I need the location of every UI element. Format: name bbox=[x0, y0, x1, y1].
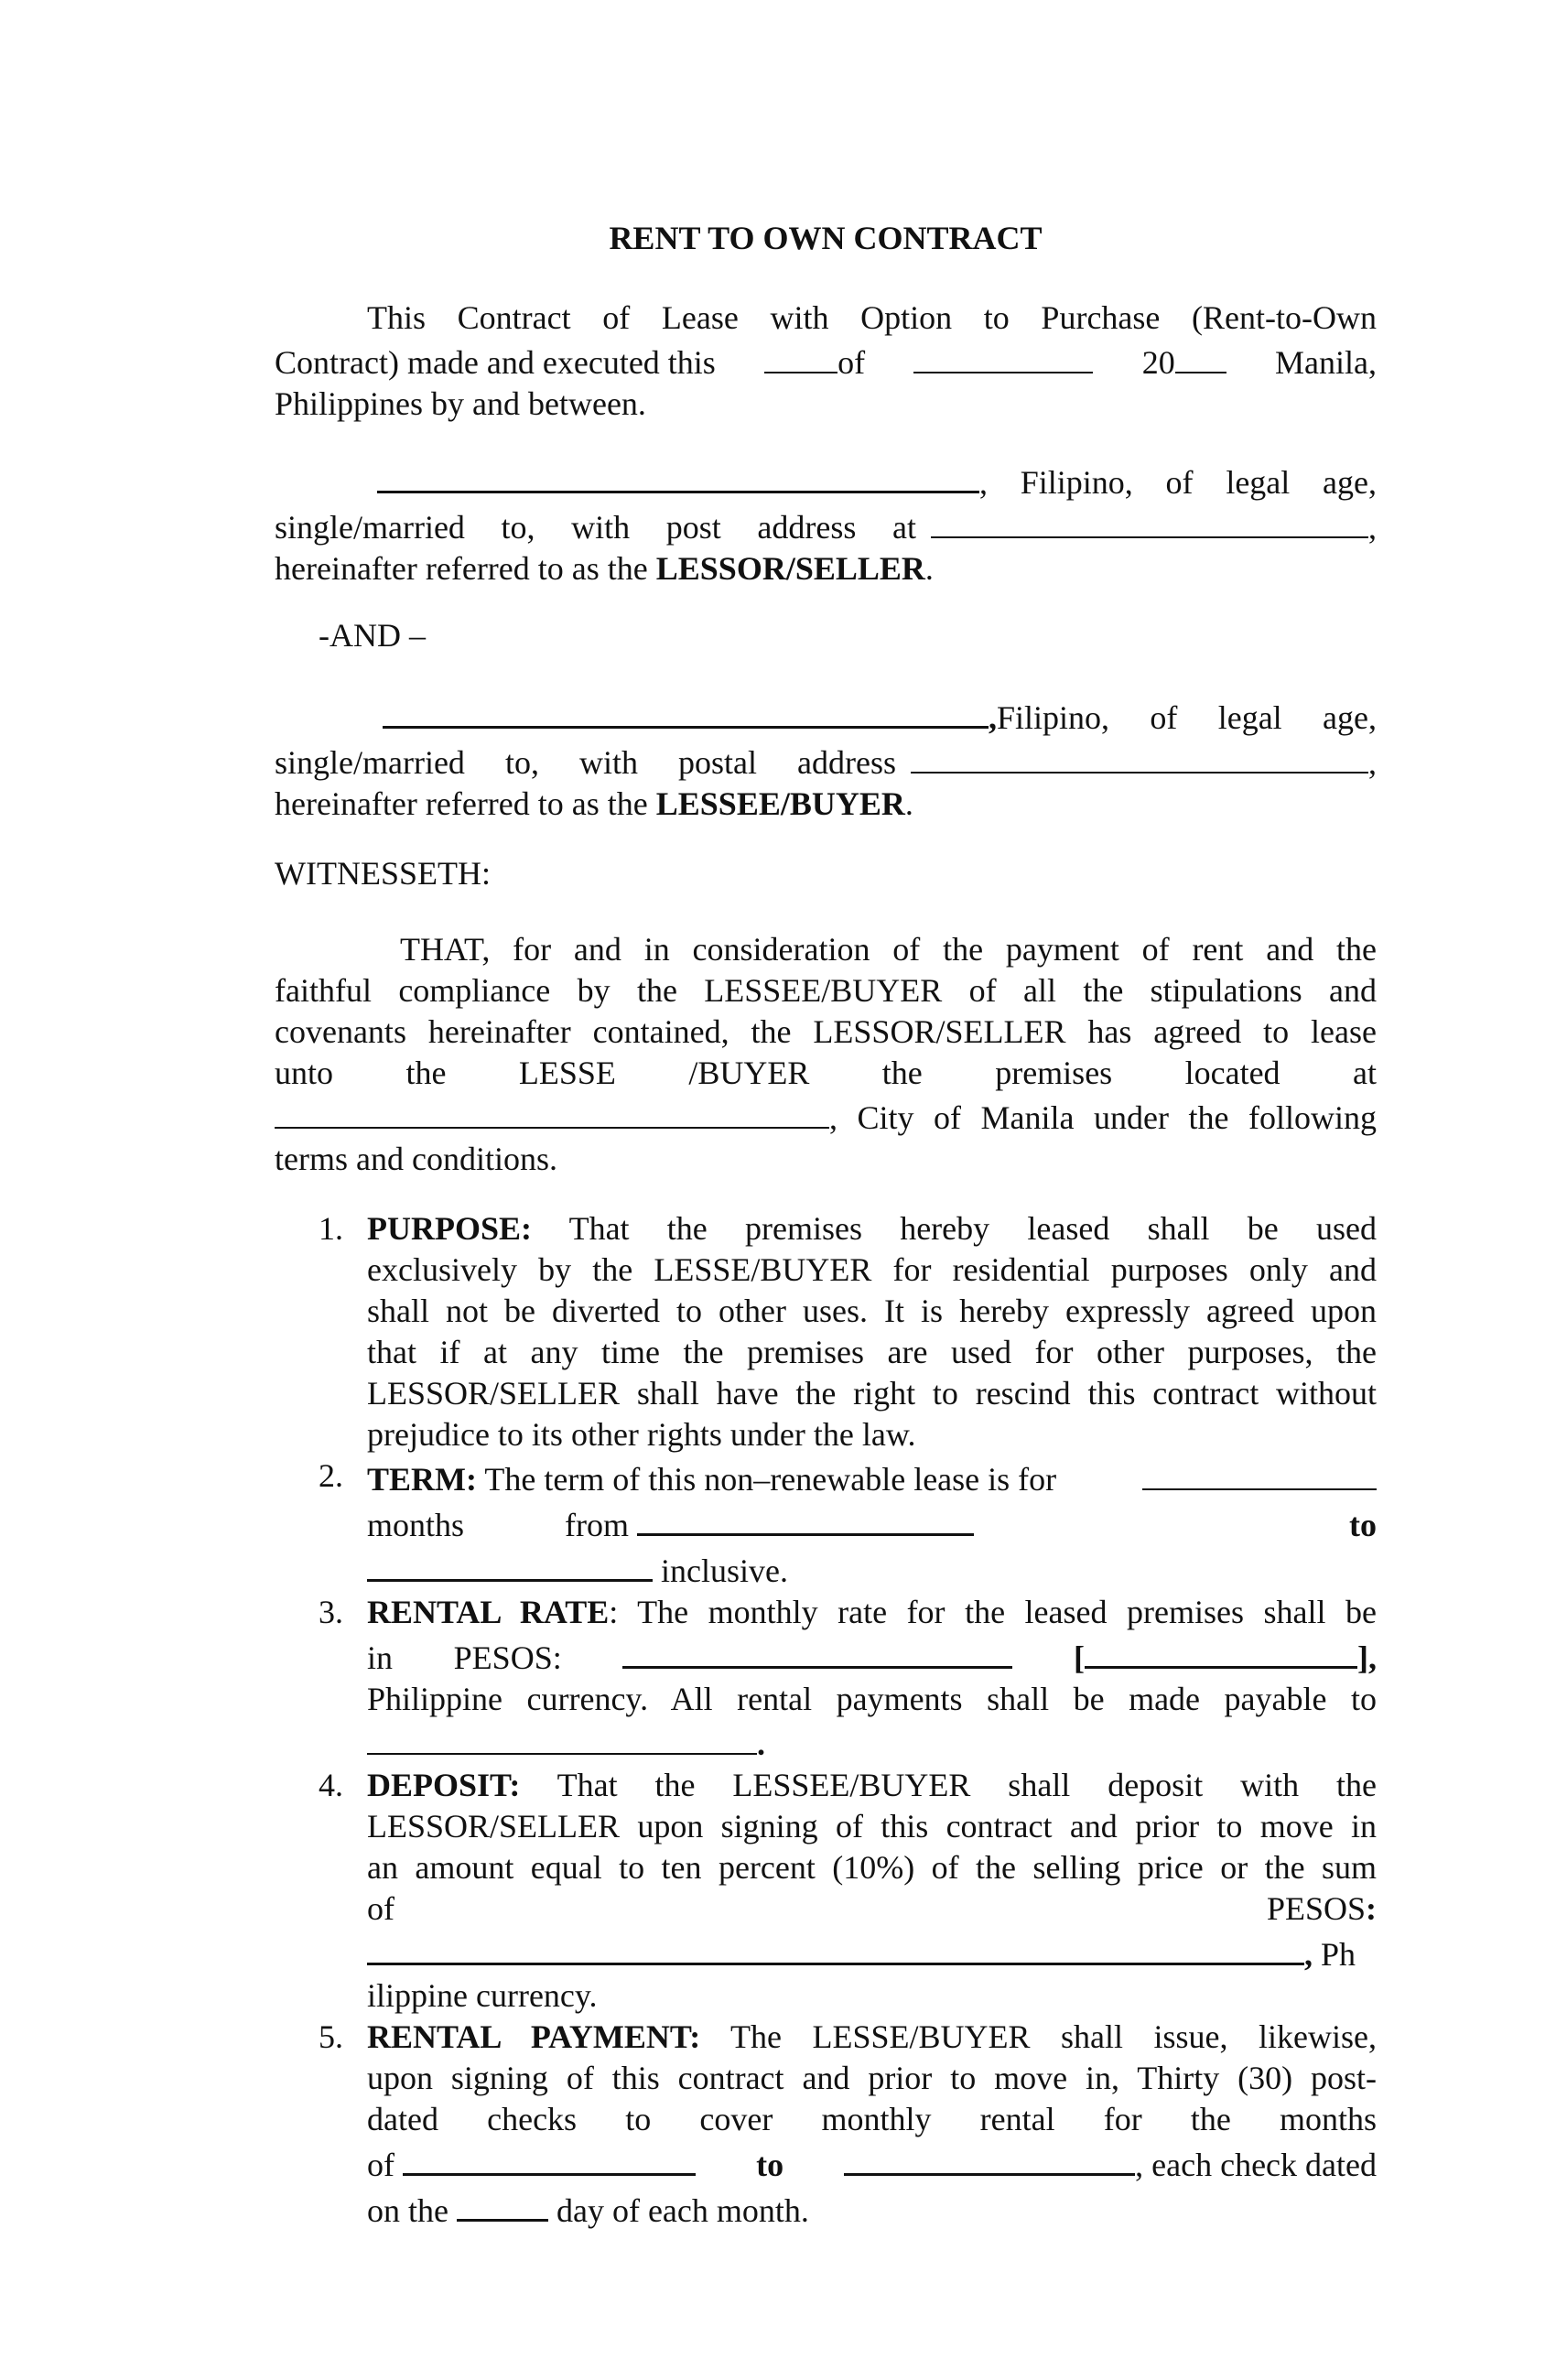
item-text: to bbox=[756, 2147, 784, 2183]
item-number: 1. bbox=[319, 1210, 343, 1247]
item-text: prejudice to its other rights under the law. bbox=[367, 1416, 916, 1453]
term-end-blank bbox=[367, 1546, 653, 1582]
payee-blank bbox=[367, 1720, 757, 1755]
item-text: inclusive. bbox=[653, 1552, 788, 1589]
deposit-amount-blank bbox=[367, 1930, 1304, 1965]
colon: : bbox=[1366, 1890, 1377, 1927]
term-months-blank bbox=[1142, 1455, 1377, 1490]
item-number: 3. bbox=[319, 1594, 343, 1630]
item-text: The LESSE/BUYER shall issue, likewise, bbox=[700, 2018, 1377, 2055]
comma: , bbox=[989, 699, 997, 736]
item-text: LESSOR/SELLER shall have the right to rescind this contract without bbox=[367, 1375, 1377, 1412]
lessor-line: , Filipino, of legal age, bbox=[979, 464, 1377, 501]
item-text: day of each month. bbox=[547, 2192, 809, 2229]
intro-line: Philippines by and between. bbox=[275, 385, 646, 422]
consideration-line: covenants hereinafter contained, the LESSOR/SELLER has agreed to lease bbox=[275, 1013, 1377, 1050]
term-item-rental-payment bbox=[275, 2017, 1377, 2232]
months-from-blank bbox=[403, 2140, 696, 2176]
months-to-blank bbox=[844, 2140, 1135, 2176]
item-text: ilippine currency. bbox=[367, 1977, 598, 2014]
period: . bbox=[757, 1726, 765, 1762]
item-label: TERM: bbox=[367, 1461, 477, 1498]
lessee-line: single/married to, with postal address bbox=[275, 744, 896, 781]
term-item-rental-rate bbox=[275, 1592, 1377, 1765]
bracket-close: ], bbox=[1357, 1639, 1377, 1676]
lessor-paragraph bbox=[275, 458, 1377, 590]
item-number: 2. bbox=[319, 1457, 343, 1494]
lessor-line: hereinafter referred to as the bbox=[275, 550, 648, 587]
rate-words-blank bbox=[622, 1633, 1012, 1669]
period: . bbox=[924, 550, 934, 587]
premises-location-blank bbox=[275, 1094, 829, 1129]
item-text: in bbox=[367, 1639, 394, 1676]
term-item-purpose bbox=[275, 1208, 1377, 1455]
intro-paragraph bbox=[275, 298, 1377, 425]
lessor-line: single/married to, with post address at bbox=[275, 509, 916, 546]
intro-year: 20 bbox=[1141, 344, 1175, 381]
consideration-line: faithful compliance by the LESSEE/BUYER of all the stipulations and bbox=[275, 972, 1377, 1009]
lessor-role: LESSOR/SELLER bbox=[655, 550, 925, 587]
lessee-name-blank bbox=[383, 693, 989, 729]
item-text: that if at any time the premises are used for other purposes, the bbox=[367, 1334, 1377, 1370]
lessee-paragraph bbox=[275, 693, 1377, 825]
item-text: an amount equal to ten percent (10%) of the selling price or the sum bbox=[367, 1849, 1377, 1886]
witnesseth-heading: WITNESSETH: bbox=[275, 855, 491, 892]
day-blank bbox=[764, 339, 837, 373]
intro-line: This Contract of Lease with Option to Purchase (Rent-to-Own bbox=[367, 299, 1377, 336]
item-text: That the premises hereby leased shall be used bbox=[532, 1210, 1377, 1247]
intro-text: Contract) made and executed this bbox=[275, 344, 716, 381]
item-text: : The monthly rate for the leased premises shall be bbox=[609, 1594, 1377, 1630]
period: . bbox=[904, 785, 913, 822]
item-text: Philippine currency. All rental payments shall be made payable to bbox=[367, 1681, 1377, 1717]
document-title: RENT TO OWN CONTRACT bbox=[609, 220, 1043, 256]
item-text: shall not be diverted to other uses. It is hereby expressly agreed upon bbox=[367, 1293, 1377, 1329]
lessee-role: LESSEE/BUYER bbox=[655, 785, 905, 822]
item-text: exclusively by the LESSE/BUYER for residential purposes only and bbox=[367, 1251, 1377, 1288]
item-label: PURPOSE: bbox=[367, 1210, 532, 1247]
intro-city: Manila, bbox=[1275, 344, 1377, 381]
item-text: months bbox=[367, 1507, 465, 1543]
item-number: 4. bbox=[319, 1767, 343, 1803]
item-text: of bbox=[367, 1890, 394, 1927]
term-item-deposit bbox=[275, 1765, 1377, 2017]
bracket-open: [ bbox=[1074, 1639, 1085, 1676]
lessee-address-blank bbox=[911, 739, 1368, 774]
item-label: RENTAL PAYMENT: bbox=[367, 2018, 701, 2055]
term-start-blank bbox=[637, 1500, 974, 1536]
item-text: LESSOR/SELLER upon signing of this contract and prior to move in bbox=[367, 1808, 1377, 1844]
item-text: to bbox=[1349, 1507, 1377, 1543]
item-text: from bbox=[565, 1507, 629, 1543]
comma: , bbox=[1368, 744, 1377, 781]
rate-figure-blank bbox=[1085, 1633, 1357, 1669]
lessor-name-blank bbox=[377, 458, 979, 493]
month-blank bbox=[913, 339, 1093, 373]
intro-of: of bbox=[837, 344, 866, 381]
lessee-line: hereinafter referred to as the bbox=[275, 785, 648, 822]
item-number: 5. bbox=[319, 2018, 343, 2055]
item-text: That the LESSEE/BUYER shall deposit with the bbox=[520, 1767, 1377, 1803]
consideration-line: THAT, for and in consideration of the payment of rent and the bbox=[400, 931, 1377, 968]
term-item-term bbox=[275, 1455, 1377, 1592]
item-label: DEPOSIT: bbox=[367, 1767, 521, 1803]
comma: , bbox=[1304, 1936, 1313, 1973]
item-text: dated checks to cover monthly rental for the months bbox=[367, 2101, 1377, 2137]
and-separator: -AND – bbox=[319, 617, 426, 654]
item-text: Ph bbox=[1313, 1936, 1356, 1973]
item-text: , each check dated bbox=[1135, 2147, 1377, 2183]
comma: , bbox=[1368, 509, 1377, 546]
item-text: upon signing of this contract and prior to move in, Thirty (30) post- bbox=[367, 2060, 1377, 2096]
terms-list bbox=[275, 1208, 1377, 2232]
lessee-line: Filipino, of legal age, bbox=[997, 699, 1377, 736]
consideration-line: , City of Manila under the following bbox=[829, 1099, 1377, 1136]
contract-page bbox=[275, 0, 1377, 2380]
item-text: PESOS bbox=[1266, 1890, 1366, 1927]
item-text: The term of this non–renewable lease is for bbox=[477, 1461, 1057, 1498]
check-day-blank bbox=[457, 2186, 548, 2222]
year-blank bbox=[1175, 339, 1226, 373]
consideration-line: unto the LESSE /BUYER the premises located at bbox=[275, 1055, 1377, 1091]
consideration-paragraph bbox=[275, 929, 1377, 1180]
lessor-address-blank bbox=[931, 503, 1368, 538]
consideration-line: terms and conditions. bbox=[275, 1141, 557, 1177]
item-text: of bbox=[367, 2147, 394, 2183]
item-text: PESOS: bbox=[453, 1639, 562, 1676]
item-text: on the bbox=[367, 2192, 448, 2229]
item-label: RENTAL RATE bbox=[367, 1594, 610, 1630]
